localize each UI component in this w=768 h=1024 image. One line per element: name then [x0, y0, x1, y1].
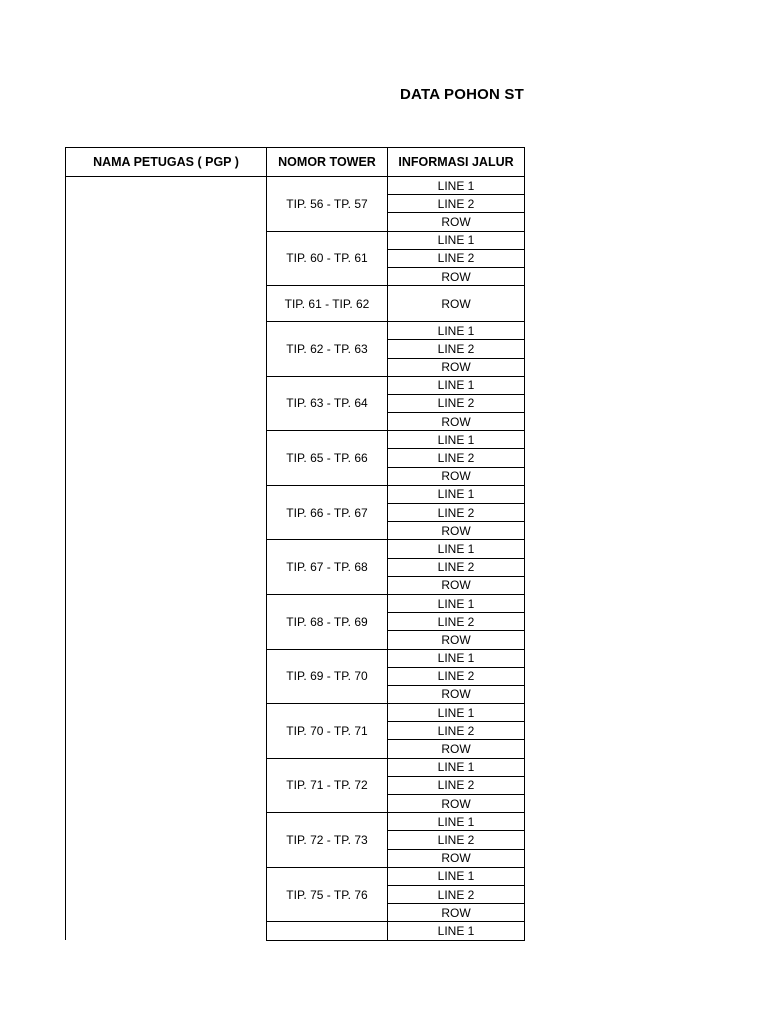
- nomor-tower-cell: TIP. 66 - TP. 67: [267, 485, 388, 540]
- informasi-jalur-cell: LINE 1: [388, 867, 525, 885]
- document-title: DATA POHON ST: [400, 86, 524, 103]
- informasi-jalur-cell: LINE 1: [388, 704, 525, 722]
- table-body: [66, 177, 525, 941]
- informasi-jalur-cell: LINE 1: [388, 376, 525, 394]
- informasi-jalur-cell: LINE 2: [388, 394, 525, 412]
- informasi-jalur-cell: ROW: [388, 795, 525, 813]
- informasi-jalur-cell: ROW: [388, 522, 525, 540]
- informasi-jalur-cell: LINE 1: [388, 177, 525, 195]
- header-informasi-jalur: INFORMASI JALUR: [388, 148, 525, 177]
- nomor-tower-cell: TIP. 71 - TP. 72: [267, 758, 388, 813]
- header-row: [66, 148, 525, 177]
- informasi-jalur-cell: ROW: [388, 849, 525, 867]
- data-table: [65, 147, 525, 941]
- nomor-tower-cell: TIP. 75 - TP. 76: [267, 867, 388, 922]
- nomor-tower-cell: TIP. 65 - TP. 66: [267, 431, 388, 486]
- informasi-jalur-cell: LINE 1: [388, 649, 525, 667]
- informasi-jalur-cell: LINE 2: [388, 558, 525, 576]
- informasi-jalur-cell: LINE 1: [388, 813, 525, 831]
- informasi-jalur-cell: LINE 1: [388, 431, 525, 449]
- informasi-jalur-cell: ROW: [388, 286, 525, 322]
- informasi-jalur-cell: ROW: [388, 267, 525, 285]
- informasi-jalur-cell: ROW: [388, 685, 525, 703]
- informasi-jalur-cell: LINE 2: [388, 340, 525, 358]
- informasi-jalur-cell: ROW: [388, 740, 525, 758]
- nomor-tower-cell: TIP. 68 - TP. 69: [267, 594, 388, 649]
- header-nama-petugas: NAMA PETUGAS ( PGP ): [66, 148, 267, 177]
- nomor-tower-cell: TIP. 70 - TP. 71: [267, 704, 388, 759]
- informasi-jalur-cell: LINE 1: [388, 594, 525, 612]
- informasi-jalur-cell: ROW: [388, 904, 525, 922]
- table-row: [66, 177, 525, 195]
- informasi-jalur-cell: LINE 2: [388, 831, 525, 849]
- informasi-jalur-cell: ROW: [388, 631, 525, 649]
- informasi-jalur-cell: ROW: [388, 213, 525, 231]
- informasi-jalur-cell: LINE 2: [388, 249, 525, 267]
- nomor-tower-cell: TIP. 60 - TP. 61: [267, 231, 388, 286]
- nomor-tower-cell: TIP. 67 - TP. 68: [267, 540, 388, 595]
- nomor-tower-cell: TIP. 69 - TP. 70: [267, 649, 388, 704]
- informasi-jalur-cell: LINE 2: [388, 449, 525, 467]
- informasi-jalur-cell: LINE 1: [388, 540, 525, 558]
- informasi-jalur-cell: LINE 1: [388, 322, 525, 340]
- informasi-jalur-cell: LINE 2: [388, 667, 525, 685]
- informasi-jalur-cell: LINE 2: [388, 776, 525, 794]
- nomor-tower-cell: TIP. 56 - TP. 57: [267, 177, 388, 232]
- informasi-jalur-cell: LINE 1: [388, 922, 525, 940]
- nama-petugas-cell: [66, 177, 267, 941]
- informasi-jalur-cell: LINE 2: [388, 504, 525, 522]
- informasi-jalur-cell: ROW: [388, 358, 525, 376]
- nomor-tower-cell: [267, 922, 388, 940]
- informasi-jalur-cell: LINE 1: [388, 231, 525, 249]
- header-nomor-tower: NOMOR TOWER: [267, 148, 388, 177]
- informasi-jalur-cell: LINE 2: [388, 613, 525, 631]
- nomor-tower-cell: TIP. 61 - TIP. 62: [267, 286, 388, 322]
- data-table-container: [65, 147, 525, 947]
- informasi-jalur-cell: ROW: [388, 413, 525, 431]
- nomor-tower-cell: TIP. 72 - TP. 73: [267, 813, 388, 868]
- informasi-jalur-cell: LINE 2: [388, 722, 525, 740]
- informasi-jalur-cell: ROW: [388, 576, 525, 594]
- informasi-jalur-cell: LINE 2: [388, 195, 525, 213]
- informasi-jalur-cell: LINE 1: [388, 758, 525, 776]
- informasi-jalur-cell: LINE 2: [388, 885, 525, 903]
- informasi-jalur-cell: LINE 1: [388, 485, 525, 503]
- informasi-jalur-cell: ROW: [388, 467, 525, 485]
- nomor-tower-cell: TIP. 63 - TP. 64: [267, 376, 388, 431]
- nomor-tower-cell: TIP. 62 - TP. 63: [267, 322, 388, 377]
